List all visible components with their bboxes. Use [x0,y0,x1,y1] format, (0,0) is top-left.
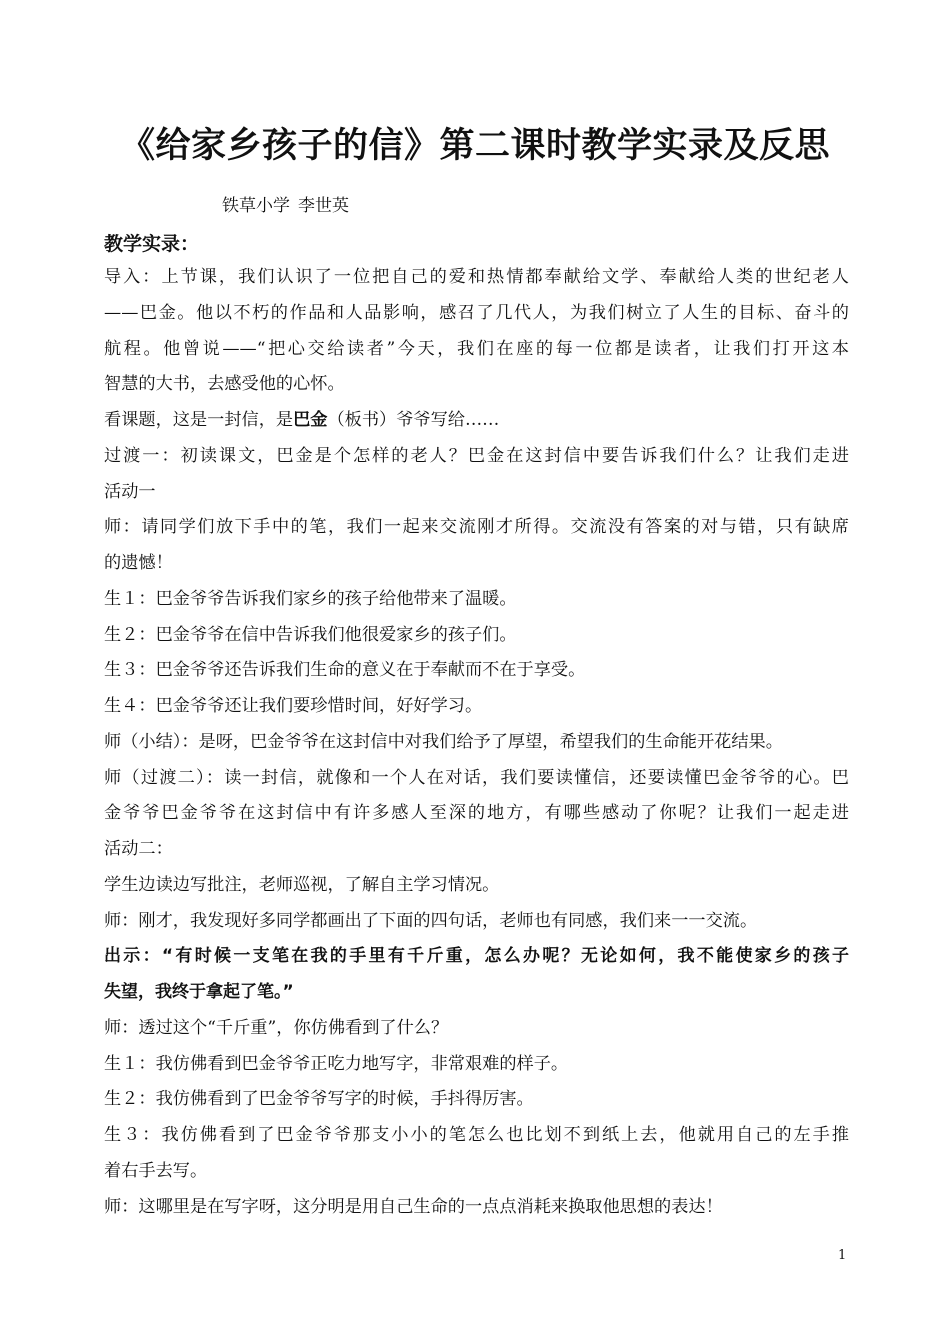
text-line: 生３：我仿佛看到了巴金爷爷那支小小的笔怎么也比划不到纸上去，他就用自己的左手推 [104,1125,849,1145]
text-line: 师：刚才，我发现好多同学都画出了下面的四句话，老师也有同感，我们来一一交流。 [104,910,758,931]
text-line: 学生边读边写批注，老师巡视，了解自主学习情况。 [104,874,500,895]
quote-line: 失望，我终于拿起了笔。” [104,982,294,1002]
text-line: 师：透过这个“千斤重”，你仿佛看到了什么？ [104,1017,449,1038]
text-line: 生４：巴金爷爷还让我们要珍惜时间，好好学习。 [104,696,483,716]
author-name: 李世英 [298,196,349,216]
page-number: 1 [838,1248,847,1263]
author-school: 铁草小学 [222,196,290,216]
text-line: 过渡一：初读课文，巴金是个怎样的老人？巴金在这封信中要告诉我们什么？让我们走进 [104,445,849,466]
text-line: 师（小结）：是呀，巴金爷爷在这封信中对我们给予了厚望，希望我们的生命能开花结果。 [104,731,783,752]
text-line: ——巴金。他以不朽的作品和人品影响，感召了几代人，为我们树立了人生的目标、奋斗的 [104,302,849,323]
quote-line: 出示：“有时候一支笔在我的手里有千斤重，怎么办呢？无论如何，我不能使家乡的孩子 [104,946,849,967]
text-line: 的遗憾！ [104,553,173,573]
section-heading: 教学实录： [104,233,200,255]
author-line [222,194,349,218]
text-line [104,403,849,439]
text-line: 金爷爷巴金爷爷在这封信中有许多感人至深的地方，有哪些感动了你呢？让我们一起走进 [104,803,849,824]
text-segment: 看课题，这是一封信，是 [104,410,294,430]
document-title: 《给家乡孩子的信》第二课时教学实录及反思 [119,126,830,166]
text-line: 着右手去写。 [104,1160,208,1181]
text-line: 生１：我仿佛看到巴金爷爷正吃力地写字，非常艰难的样子。 [104,1053,569,1074]
text-line: 师（过渡二）：读一封信，就像和一个人在对话，我们要读懂信，还要读懂巴金爷爷的心。巴 [104,767,849,788]
text-line: 生１：巴金爷爷告诉我们家乡的孩子给他带来了温暖。 [104,588,517,609]
text-line: 活动二： [104,839,173,859]
text-line: 师：请同学们放下手中的笔，我们一起来交流刚才所得。交流没有答案的对与错，只有缺席 [104,517,849,538]
text-segment: （板书）爷爷写给…… [327,410,500,430]
text-line: 导入：上节课，我们认识了一位把自己的爱和热情都奉献给文学、奉献给人类的世纪老人 [104,267,849,287]
text-line: 师：这哪里是在写字呀，这分明是用自己生命的一点点消耗来换取他思想的表达！ [104,1196,723,1217]
text-line: 生２：我仿佛看到了巴金爷爷写字的时候，手抖得厉害。 [104,1089,534,1110]
text-line: 生３：巴金爷爷还告诉我们生命的意义在于奉献而不在于享受。 [104,660,586,681]
text-line: 航程。他曾说——“把心交给读者”今天，我们在座的每一位都是读者，让我们打开这本 [104,338,849,359]
text-line: 智慧的大书，去感受他的心怀。 [104,374,345,395]
text-line: 生２：巴金爷爷在信中告诉我们他很爱家乡的孩子们。 [104,624,517,645]
emphasized-text: 巴金 [293,410,328,430]
document-body [104,260,849,1225]
text-line: 活动一 [104,481,156,502]
